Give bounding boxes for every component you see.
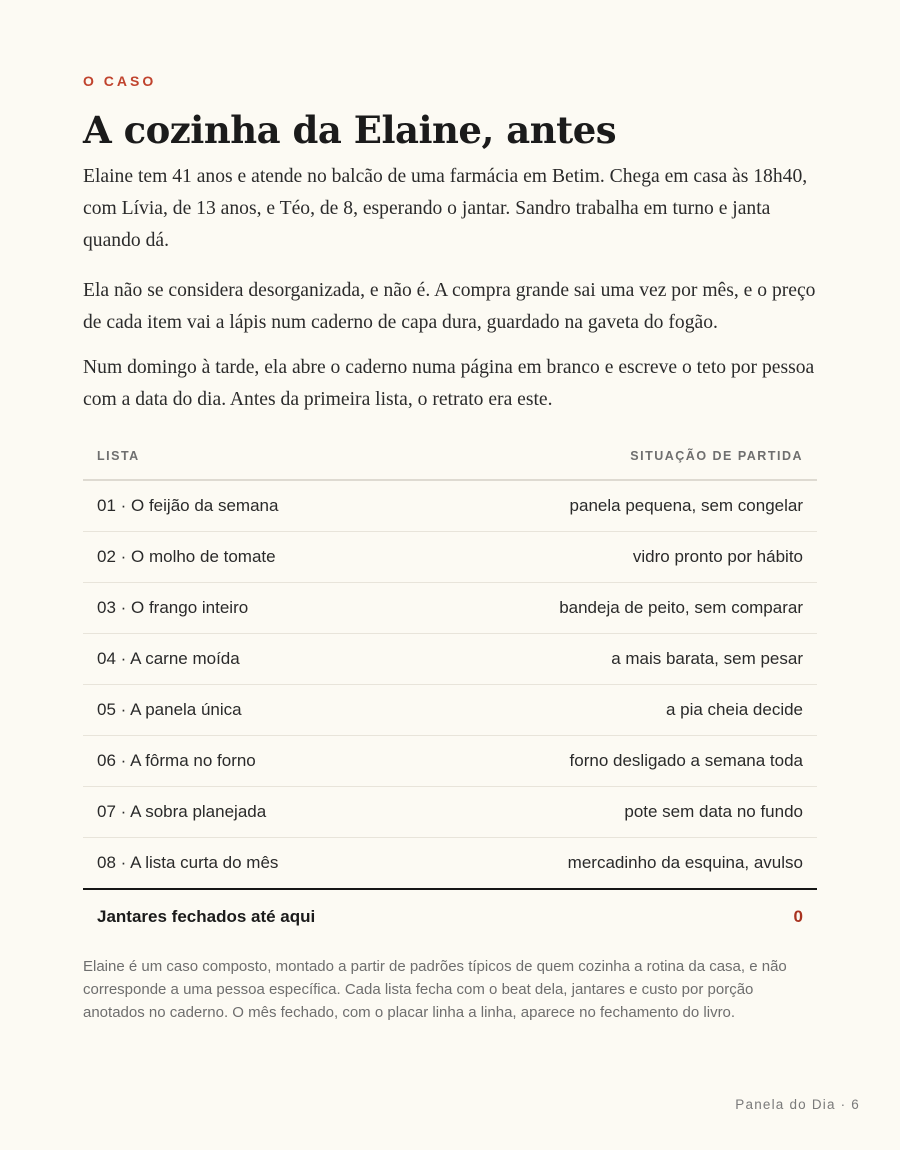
- row-lista: 02 · O molho de tomate: [97, 547, 276, 566]
- column-header-lista: LISTA: [97, 448, 140, 463]
- table-row: [83, 634, 817, 685]
- row-lista: 08 · A lista curta do mês: [97, 853, 279, 872]
- table-row: [83, 481, 817, 532]
- total-label: Jantares fechados até aqui: [97, 907, 316, 926]
- row-lista: 01 · O feijão da semana: [97, 496, 279, 515]
- row-situacao: forno desligado a semana toda: [569, 751, 803, 770]
- footnote: Elaine é um caso composto, montado a partir de padrões típicos de quem cozinha a rotina da casa, e não corresponde a uma pessoa específica. Cada lista fecha com o beat dela, jantares e custo por porção anotados no caderno. O mês fechado, com o placar linha a linha, aparece no fechamento do livro.: [83, 958, 787, 1021]
- row-lista: 04 · A carne moída: [97, 649, 240, 668]
- page-title: A cozinha da Elaine, antes: [83, 108, 617, 152]
- table-row: [83, 787, 817, 838]
- row-situacao: a pia cheia decide: [665, 700, 803, 719]
- table-row: [83, 532, 817, 583]
- row-lista: 05 · A panela única: [97, 700, 242, 719]
- row-situacao: mercadinho da esquina, avulso: [567, 853, 803, 872]
- table-row: [83, 583, 817, 634]
- table-row: [83, 838, 817, 890]
- row-situacao: a mais barata, sem pesar: [611, 649, 803, 668]
- table-header: [83, 432, 817, 481]
- row-situacao: pote sem data no fundo: [624, 802, 803, 821]
- paragraph-notebook: Num domingo à tarde, ela abre o caderno numa página em branco e escreve o teto por pessoa com a data do dia. Antes da primeira lista, o retrato era este.: [83, 357, 815, 410]
- page-footer: Panela do Dia · 6: [735, 1097, 860, 1112]
- row-lista: 06 · A fôrma no forno: [97, 751, 256, 770]
- lists-table: [83, 432, 817, 944]
- row-situacao: bandeja de peito, sem comparar: [559, 598, 803, 617]
- row-lista: 03 · O frango inteiro: [97, 598, 249, 617]
- row-situacao: vidro pronto por hábito: [632, 547, 803, 566]
- column-header-situacao: SITUAÇÃO DE PARTIDA: [630, 448, 803, 463]
- table-row: [83, 736, 817, 787]
- table-row: [83, 685, 817, 736]
- row-lista: 07 · A sobra planejada: [97, 802, 267, 821]
- paragraph-organization: Ela não se considera desorganizada, e não é. A compra grande sai uma vez por mês, e o preço de cada item vai a lápis num caderno de capa dura, guardado na gaveta do fogão.: [83, 280, 816, 333]
- total-value: 0: [793, 907, 803, 926]
- table-total-row: [83, 890, 817, 944]
- row-situacao: panela pequena, sem congelar: [569, 496, 803, 515]
- section-kicker: O CASO: [83, 73, 157, 89]
- paragraph-intro: Elaine tem 41 anos e atende no balcão de uma farmácia em Betim. Chega em casa às 18h40, com Lívia, de 13 anos, e Téo, de 8, esperando o jantar. Sandro trabalha em turno e janta quando dá.: [83, 166, 808, 251]
